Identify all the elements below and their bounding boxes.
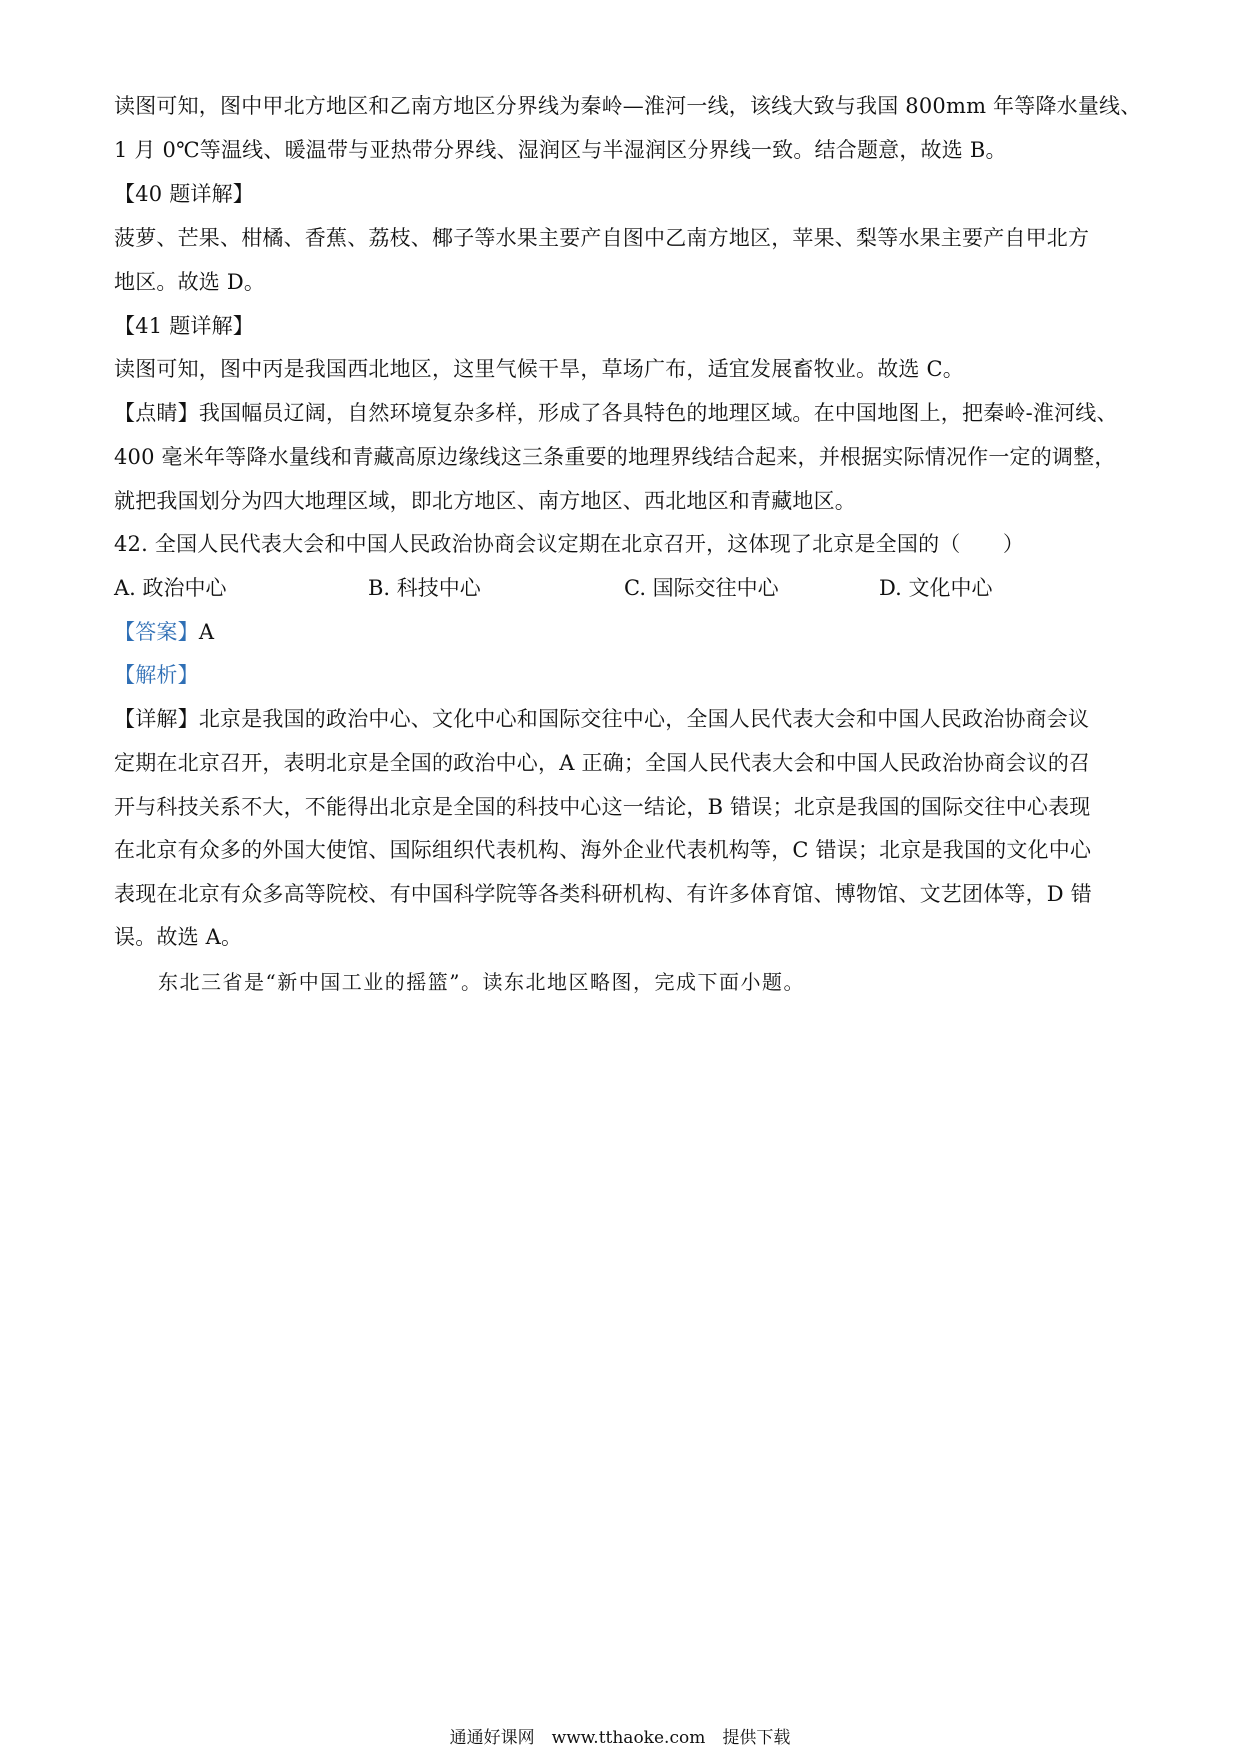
- detail-label: 【详解】: [114, 707, 199, 731]
- detail-line: 开与科技关系不大，不能得出北京是全国的科技中心这一结论，B 错误；北京是我国的国际交往中心表现: [114, 795, 1091, 819]
- answer-line: [114, 618, 1134, 646]
- paragraph-line: 就把我国划分为四大地理区域，即北方地区、南方地区、西北地区和青藏地区。: [114, 489, 856, 513]
- option-d: D. 文化中心: [879, 576, 993, 600]
- question-42-stem: 42. 全国人民代表大会和中国人民政治协商会议定期在北京召开，这体现了北京是全国的（ ）: [114, 532, 1025, 556]
- option-b: B. 科技中心: [368, 576, 481, 600]
- paragraph-line: 读图可知，图中丙是我国西北地区，这里气候干旱，草场广布，适宜发展畜牧业。故选 C。: [114, 357, 964, 381]
- detail-text: 北京是我国的政治中心、文化中心和国际交往中心，全国人民代表大会和中国人民政治协商会议: [198, 707, 1090, 731]
- next-question-intro: 东北三省是“新中国工业的摇篮”。读东北地区略图，完成下面小题。: [158, 970, 805, 994]
- paragraph-line: 菠萝、芒果、柑橘、香蕉、荔枝、椰子等水果主要产自图中乙南方地区，苹果、梨等水果主要产自甲北方: [114, 226, 1090, 250]
- detail-line: 误。故选 A。: [114, 925, 243, 949]
- detail-line: 在北京有众多的外国大使馆、国际组织代表机构、海外企业代表机构等，C 错误；北京是我国的文化中心: [114, 838, 1092, 862]
- detail-line: 定期在北京召开，表明北京是全国的政治中心，A 正确；全国人民代表大会和中国人民政治协商会议的召: [114, 751, 1091, 775]
- paragraph-line: 读图可知，图中甲北方地区和乙南方地区分界线为秦岭—淮河一线，该线大致与我国 800mm 年等降水量线、: [114, 94, 1142, 118]
- detail-line: 表现在北京有众多高等院校、有中国科学院等各类科研机构、有许多体育馆、博物馆、文艺团体等，D 错: [114, 882, 1092, 906]
- answer-label: 【答案】: [114, 620, 199, 644]
- section-heading-41: 【41 题详解】: [114, 314, 254, 338]
- option-c: C. 国际交往中心: [624, 576, 779, 600]
- paragraph-line: 1 月 0℃等温线、暖温带与亚热带分界线、湿润区与半湿润区分界线一致。结合题意，故选 B。: [114, 138, 1007, 162]
- paragraph-line: 地区。故选 D。: [114, 270, 266, 294]
- section-heading-40: 【40 题详解】: [114, 182, 254, 206]
- paragraph-line: 400 毫米年等降水量线和青藏高原边缘线这三条重要的地理界线结合起来，并根据实际情况作一定的调整，: [114, 445, 1116, 469]
- tip-paragraph-line: [114, 399, 1134, 427]
- tip-label: 【点睛】: [114, 401, 199, 425]
- detail-line: [114, 705, 1134, 733]
- analysis-label: 【解析】: [114, 663, 199, 687]
- tip-text: 我国幅员辽阔，自然环境复杂多样，形成了各具特色的地理区域。在中国地图上，把秦岭-淮河线、: [198, 401, 1118, 425]
- option-a: A. 政治中心: [114, 576, 227, 600]
- page-footer: 通通好课网 www.tthaoke.com 提供下载: [449, 1728, 791, 1748]
- answer-value: A: [198, 620, 215, 644]
